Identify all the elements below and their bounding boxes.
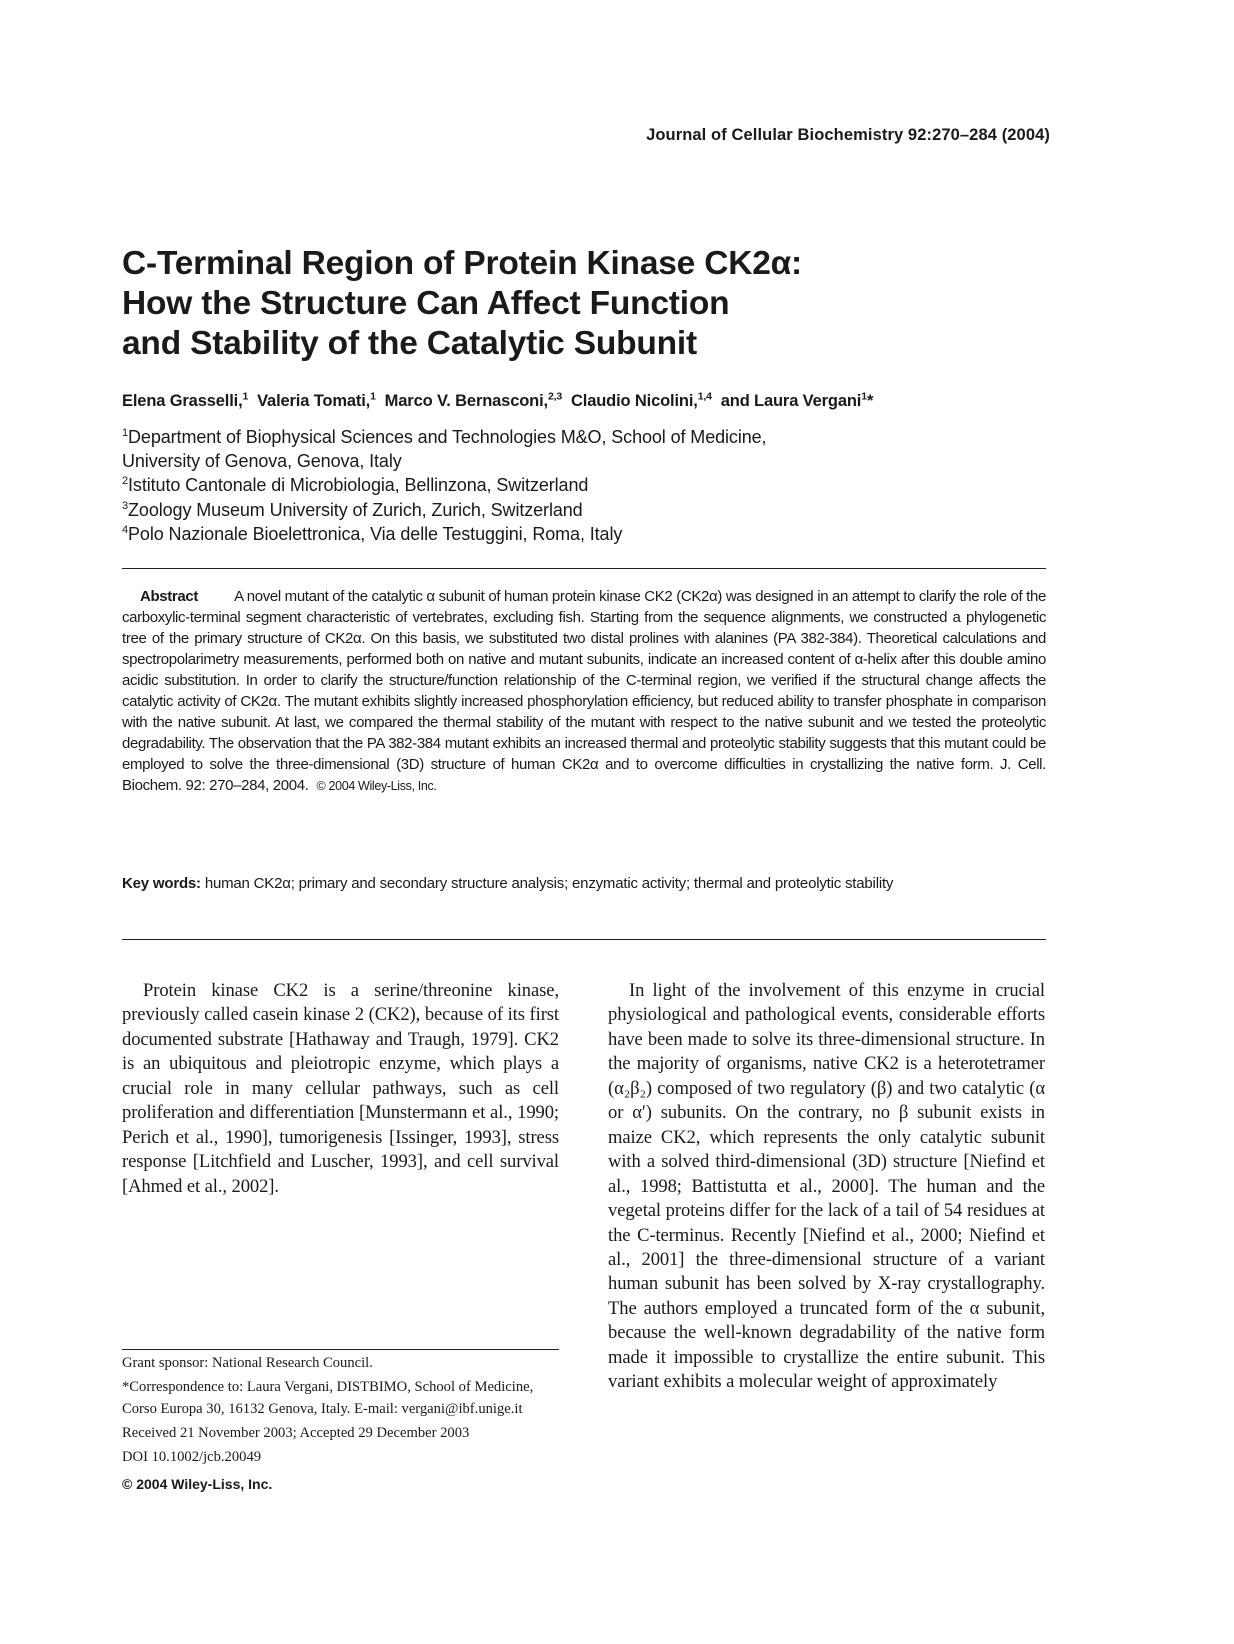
title-line-2: How the Structure Can Affect Function xyxy=(122,285,730,322)
author-list xyxy=(122,392,1082,411)
affil-number: 2 xyxy=(122,475,129,488)
author-affil-ref: 1 xyxy=(242,390,249,403)
author-affil-ref: 1 xyxy=(370,390,376,403)
affil-text: Istituto Cantonale di Microbiologia, Bellinzona, Switzerland xyxy=(128,475,589,496)
article-title xyxy=(122,244,1022,364)
abstract-copyright: © 2004 Wiley-Liss, Inc. xyxy=(316,779,437,793)
title-line-3: and Stability of the Catalytic Subunit xyxy=(122,325,697,362)
divider-top xyxy=(122,568,1046,569)
journal-header: Journal of Cellular Biochemistry 92:270–284 (2004) xyxy=(646,126,1050,144)
author-name: Claudio Nicolini, xyxy=(571,392,698,410)
author-name: and Laura Vergani xyxy=(720,392,862,410)
affil-text: University of Genova, Genova, Italy xyxy=(122,451,402,472)
affiliation-1-cont xyxy=(122,449,1022,473)
affiliation-1 xyxy=(122,425,1022,449)
author-name: Elena Grasselli, xyxy=(122,392,243,410)
body-paragraph: Protein kinase CK2 is a serine/threonine kinase, previously called casein kinase 2 (CK2), because of its first documented substrate [Hathaway and Traugh, 1979]. CK2 is an ubiquitous and pleiotropic enzyme, which plays a crucial role in many cellular pathways, such as cell proliferation and differentiation [Munstermann et al., 1990; Perich et al., 1990], tumorigenesis [Issinger, 1993], stress response [Litchfield and Luscher, 1993], and cell survival [Ahmed et al., 2002]. xyxy=(122,980,559,1197)
keywords-label: Key words: xyxy=(122,875,201,892)
corresponding-mark: * xyxy=(866,392,874,410)
affil-number: 4 xyxy=(122,523,129,536)
affiliations xyxy=(122,425,1022,546)
affil-text: Department of Biophysical Sciences and Technologies M&O, School of Medicine, xyxy=(128,427,767,447)
divider-bottom xyxy=(122,939,1046,940)
author-name: Marco V. Bernasconi, xyxy=(384,392,548,410)
affiliation-4 xyxy=(122,522,1022,546)
received-date: Received 21 November 2003; Accepted 29 December 2003 xyxy=(122,1424,470,1441)
affil-text: Zoology Museum University of Zurich, Zurich, Switzerland xyxy=(128,499,583,520)
footnote-copyright: © 2004 Wiley-Liss, Inc. xyxy=(122,1476,273,1493)
affil-text: Polo Nazionale Bioelettronica, Via delle Testuggini, Roma, Italy xyxy=(128,523,623,544)
keywords xyxy=(122,873,1046,894)
author-affil-ref: 1 xyxy=(861,390,867,403)
abstract xyxy=(122,586,1046,797)
affiliation-3 xyxy=(122,498,1022,522)
body-column-right xyxy=(608,979,1045,1395)
footnote-divider xyxy=(122,1349,559,1350)
body-column-left xyxy=(122,979,559,1199)
abstract-label: Abstract xyxy=(140,588,199,605)
affiliation-2 xyxy=(122,473,1022,497)
footnotes xyxy=(122,1353,559,1499)
body-paragraph: In light of the involvement of this enzyme in crucial physiological and pathological events, considerable efforts have been made to solve its three-dimensional structure. In the majority of organisms, native CK2 is a heterotetramer (α₂β₂) composed of two regulatory (β) and two catalytic (α or α′) subunits. On the contrary, no β subunit exists in maize CK2, which represents the only catalytic subunit with a solved third-dimensional (3D) structure [Niefind et al., 1998; Battistutta et al., 2000]. The human and the vegetal proteins differ for the lack of a tail of 54 residues at the C-terminus. Recently [Niefind et al., 2000; Niefind et al., 2001] the three-dimensional structure of a variant human subunit has been solved by X-ray crystallography. The authors employed a truncated form of the α subunit, because the well-known degradability of the native form made it impossible to crystallize the entire subunit. This variant exhibits a molecular weight of approximately xyxy=(608,980,1045,1393)
correspondence: *Correspondence to: Laura Vergani, DISTBIMO, School of Medicine, Corso Europa 30, 16132 Genova, Italy. E-mail: vergani@ibf.unige.it xyxy=(122,1379,534,1417)
keywords-text: human CK2α; primary and secondary structure analysis; enzymatic activity; thermal and proteolytic stability xyxy=(204,875,894,892)
author-affil-ref: 1,4 xyxy=(697,390,712,403)
author-name: Valeria Tomati, xyxy=(257,392,371,410)
author-affil-ref: 2,3 xyxy=(547,390,563,403)
doi: DOI 10.1002/jcb.20049 xyxy=(122,1449,262,1466)
affil-number: 3 xyxy=(122,499,129,512)
title-line-1: C-Terminal Region of Protein Kinase CK2α: xyxy=(122,245,802,282)
abstract-text: A novel mutant of the catalytic α subunit of human protein kinase CK2 (CK2α) was designed in an attempt to clarify the role of the carboxylic-terminal segment characteristic of vertebrates, excluding fish. Starting from the sequence alignments, we constructed a phylogenetic tree of the primary structure of CK2α. On this basis, we substituted two distal prolines with alanines (PA 382-384). Theoretical calculations and spectropolarimetry measurements, performed both on native and mutant subunits, indicate an increased content of α-helix after this double amino acidic substitution. In order to clarify the structure/function relationship of the C-terminal region, we verified if the structural change affects the catalytic activity of CK2α. The mutant exhibits slightly increased phosphorylation efficiency, but reduced ability to transfer phosphate in comparison with the native subunit. At last, we compared the thermal stability of the mutant with respect to the native subunit and we tested the proteolytic degradability. The observation that the PA 382-384 mutant exhibits an increased thermal and proteolytic stability suggests that this mutant could be employed to solve the three-dimensional (3D) structure of human CK2α and to overcome difficulties in crystallizing the native form. J. Cell. Biochem. 92: 270–284, 2004. xyxy=(122,588,1046,794)
affil-number: 1 xyxy=(122,427,129,439)
grant-sponsor: Grant sponsor: National Research Council. xyxy=(122,1355,373,1371)
